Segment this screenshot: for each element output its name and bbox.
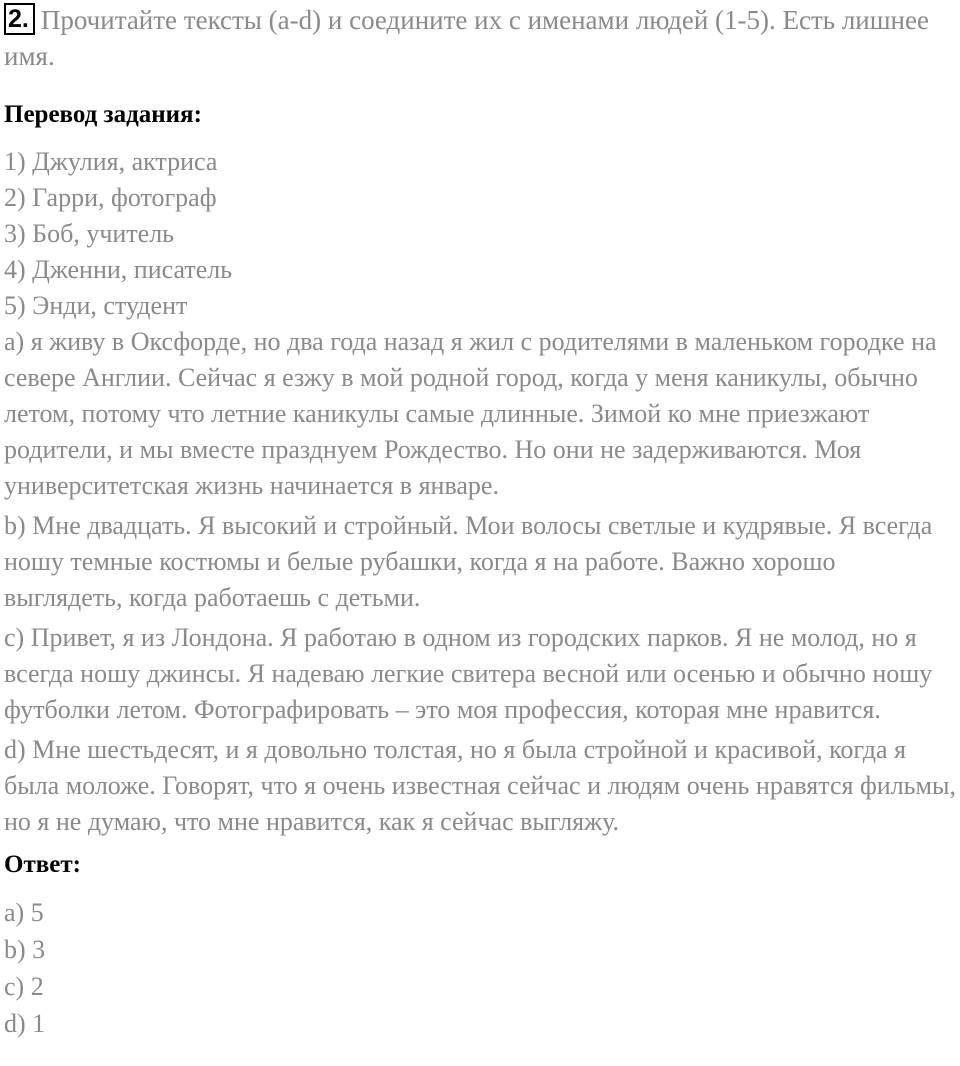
task-text: Прочитайте тексты (a-d) и соедините их с именами людей (1-5). Есть лишнее имя. — [4, 5, 929, 71]
exercise-page — [4, 0, 956, 1042]
answer-item-d: d) 1 — [4, 1009, 46, 1038]
text-b: b) Мне двадцать. Я высокий и стройный. Мои волосы светлые и кудрявые. Я всегда ношу темные костюмы и белые рубашки, когда я на работе. Важно хорошо выглядеть, когда работаешь с детьми. — [4, 511, 933, 612]
answer-item-b: b) 3 — [4, 935, 46, 964]
text-c: c) Привет, я из Лондона. Я работаю в одном из городских парков. Я не молод, но я всегда ношу джинсы. Я надеваю легкие свитера весной или осенью и обычно ношу футболки летом. Фотографировать – это моя профессия, которая мне нравится. — [4, 623, 933, 724]
text-d: d) Мне шестьдесят, и я довольно толстая, но я была стройной и красивой, когда я была моложе. Говорят, что я очень известная сейчас и людям очень нравятся фильмы, но я не думаю, что мне нравится, как я сейчас выгляжу. — [4, 735, 956, 836]
name-item-4: 4) Дженни, писатель — [4, 255, 233, 284]
name-item-5: 5) Энди, студент — [4, 291, 188, 320]
name-item-3: 3) Боб, учитель — [4, 219, 175, 248]
names-list — [4, 144, 956, 324]
answers-list — [4, 894, 956, 1042]
name-item-2: 2) Гарри, фотограф — [4, 183, 217, 212]
name-item-1: 1) Джулия, актриса — [4, 147, 218, 176]
text-a: a) я живу в Оксфорде, но два года назад я жил с родителями в маленьком городке на севере Англии. Сейчас я езжу в мой родной город, когда у меня каникулы, обычно летом, потому что летние каникулы самые длинные. Зимой ко мне приезжают родители, и мы вместе празднуем Рождество. Но они не задерживаются. Моя университетская жизнь начинается в январе. — [4, 327, 937, 500]
answer-item-c: c) 2 — [4, 972, 44, 1001]
answer-item-a: a) 5 — [4, 898, 44, 927]
task-number: 2. — [4, 3, 35, 35]
translation-heading: Перевод задания: — [4, 101, 202, 128]
task-statement — [4, 2, 956, 74]
answer-heading: Ответ: — [4, 851, 81, 878]
